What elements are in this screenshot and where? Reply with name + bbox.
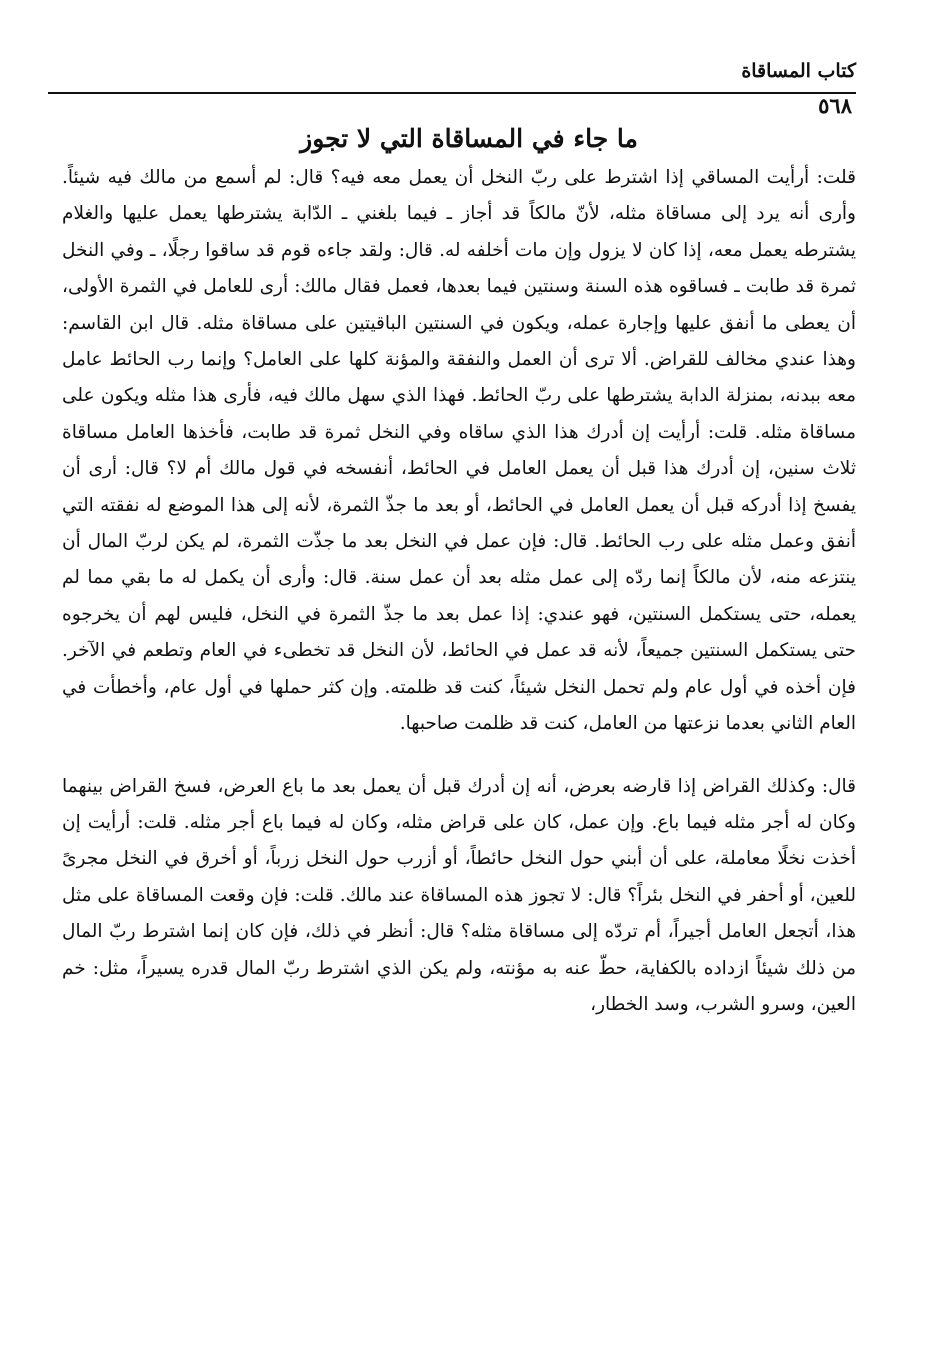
book-title: كتاب المساقاة	[741, 60, 856, 82]
chapter-title: ما جاء في المساقاة التي لا تجوز	[300, 124, 638, 153]
running-header	[48, 58, 856, 94]
page-number: ٥٦٨	[818, 93, 852, 118]
paragraph-2: قال: وكذلك القراض إذا قارضه بعرض، أنه إن أدرك قبل أن يعمل بعد ما باع العرض، فسخ القراض بينهما وكان له أجر مثله فيما باع. وإن عمل، كان على قراض مثله، وكان له فيما باع أجر مثله. قلت: أرأيت إن أخذت نخلًا معاملة، على أن أبني حول النخل حائطاً، أو أزرب حول النخل زرباً، أو أخرق في النخل مجرىً للعين، أو أحفر في النخل بئراً؟ قال: لا تجوز هذه المساقاة عند مالك. قلت: فإن وقعت المساقاة على مثل هذا، أتجعل العامل أجيراً، أم تردّه إلى مساقاة مثله؟ قال: أنظر في ذلك، فإن كان إنما اشترط ربّ المال من ذلك شيئاً ازداده بالكفاية، حطّ عنه به مؤنته، ولم يكن الذي اشترط ربّ المال قدره يسيراً، مثل: خم العين، وسرو الشرب، وسد الخطار،	[62, 775, 856, 1015]
body-text	[62, 160, 856, 1023]
paragraph-1: قلت: أرأيت المساقي إذا اشترط على ربّ النخل أن يعمل معه فيه؟ قال: لم أسمع من مالك فيه شيئاً. وأرى أنه يرد إلى مساقاة مثله، لأنّ مالكاً قد أجاز ـ فيما بلغني ـ الدّابة يشترطها يعمل عليها والغلام يشترطه يعمل معه، إذا كان لا يزول وإن مات أخلفه له. قال: ولقد جاءه قوم قد ساقوا رجلًا، ـ وفي النخل ثمرة قد طابت ـ فساقوه هذه السنة وسنتين فيما بعدها، فعمل فقال مالك: أرى للعامل في الثمرة الأولى، أن يعطى ما أنفق عليها وإجارة عمله، ويكون في السنتين الباقيتين على مساقاة مثله. قال ابن القاسم: وهذا عندي مخالف للقراض. ألا ترى أن العمل والنفقة والمؤنة كلها على العامل؟ وإنما رب الحائط عامل معه ببدنه، بمنزلة الدابة يشترطها على ربّ الحائط. فهذا الذي سهل مالك فيه، فأرى هذا مثله ويكون على مساقاة مثله. قلت: أرأيت إن أدرك هذا الذي ساقاه وفي النخل ثمرة قد طابت، فأخذها العامل مساقاة ثلاث سنين، إن أدرك هذا قبل أن يعمل العامل في الحائط، أنفسخه في قول مالك أم لا؟ قال: أرى أن يفسخ إذا أدركه قبل أن يعمل العامل في الحائط، أو بعد ما جذّ الثمرة، لأنه إلى هذا الموضع له نفقته التي أنفق وعمل مثله على رب الحائط. قال: فإن عمل في النخل بعد ما جذّت الثمرة، لم يكن لربّ المال أن ينتزعه منه، لأن مالكاً إنما ردّه إلى عمل مثله بعد أن عمل سنة. قال: وأرى أن يكمل له ما بقي مما لم يعمله، حتى يستكمل السنتين، فهو عندي: إذا عمل بعد ما جذّ الثمرة في النخل، فليس لهم أن يخرجوه حتى يستكمل السنتين جميعاً، لأنه قد عمل في الحائط، لأن النخل قد تخطىء في العام وتطعم في الآخر. فإن أخذه في أول عام ولم تحمل النخل شيئاً، كنت قد ظلمته. وإن كثر حملها في أول عام، وأخطأت في العام الثاني بعدما نزعتها من العامل، كنت قد ظلمت صاحبها.	[62, 167, 856, 735]
